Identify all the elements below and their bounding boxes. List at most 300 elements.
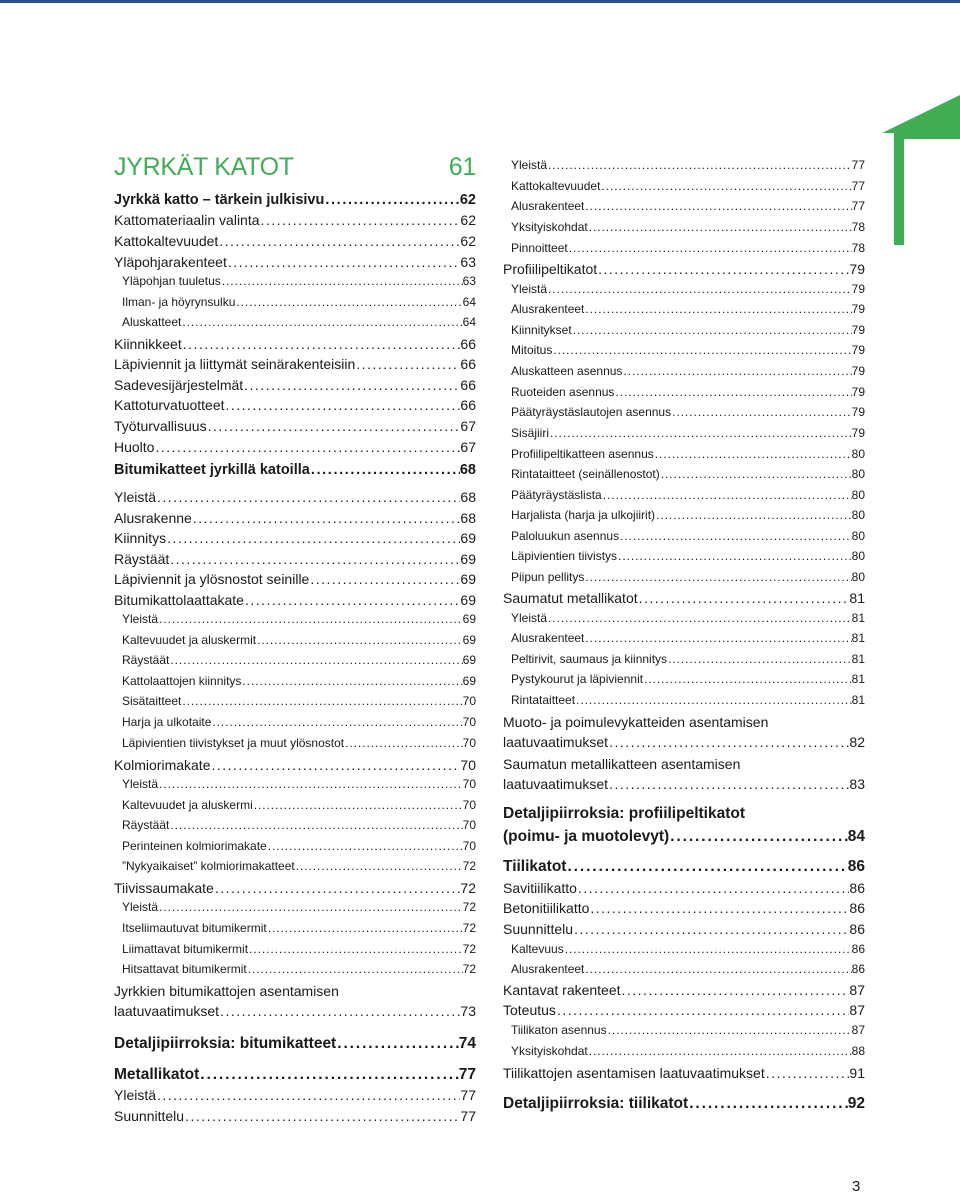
dot-leader [552,343,851,357]
dot-leader [584,302,851,316]
toc-entry-page: 70 [462,798,476,812]
toc-entry-label: Yksityiskohdat [511,220,588,234]
toc-entry [114,1035,476,1053]
dot-leader [660,467,852,481]
toc-entry-label: Toteutus [503,1002,556,1018]
green-house-roof-decoration [882,95,960,245]
toc-entry-page: 78 [851,241,865,255]
toc-entry-page: 80 [851,508,865,522]
toc-entry-page: 81 [851,652,865,666]
dot-leader [588,220,852,234]
toc-entry-label: Piipun pellitys [511,570,585,584]
toc-entry [114,1087,476,1103]
toc-entry-page: 87 [851,1023,865,1037]
toc-entry-page: 79 [851,323,865,337]
toc-entry-label: Päätyräystäslista [511,488,602,502]
toc-entry-label: Huolto [114,439,155,455]
toc-entry-label: Yleistä [122,900,159,914]
toc-entry-page: 72 [462,942,476,956]
toc-entry-page: 81 [851,693,865,707]
toc-entry-label: Yleistä [511,158,548,172]
toc-entry [114,336,476,352]
toc-entry-label: Kolmiorimakate [114,757,211,773]
toc-entry-label: Tiilikattojen asentamisen laatuvaatimukset [503,1065,765,1081]
toc-entry-page: 81 [851,611,865,625]
dot-leader [638,590,850,606]
toc-entry-label: Alusrakenne [114,510,192,526]
toc-entry-label: Kiinnitys [114,530,167,546]
toc-entry-page: 63 [462,274,476,288]
dot-leader [614,385,851,399]
toc-entry-label: Alusrakenteet [511,199,585,213]
toc-entry-page: 62 [459,192,476,208]
toc-entry-page: 80 [851,488,865,502]
toc-entry [114,439,476,455]
toc-entry-label: Ilman- ja höyrynsulku [122,295,236,309]
toc-entry-page: 64 [462,315,476,329]
toc-entry-page: 80 [851,570,865,584]
dot-leader [324,192,460,208]
toc-entry-page: 77 [460,1108,476,1124]
toc-entry-label: Yläpohjarakenteet [114,254,227,270]
toc-entry-page: 91 [849,1065,865,1081]
toc-entry-page: 82 [849,734,865,750]
toc-entry-page: 77 [458,1066,476,1083]
toc-entry-label: Detaljipiirroksia: bitumikatteet [114,1035,337,1052]
dot-leader [181,694,462,708]
dot-leader [619,529,852,543]
dot-leader [241,674,462,688]
toc-entry [114,510,476,526]
toc-entry-page: 83 [849,776,865,792]
dot-leader [671,405,852,419]
toc-entry-page: 79 [851,343,865,357]
toc-entry-label: Päätyräystäslautojen asennus [511,405,672,419]
dot-leader [267,921,463,935]
toc-entry-page: 66 [460,377,476,393]
toc-entry [503,1095,865,1113]
toc-entry [503,900,865,916]
toc-entry [503,508,865,522]
toc-entry [503,302,865,316]
dot-leader [355,356,460,372]
toc-entry-label: Detaljipiirroksia: tiilikatot [503,1095,689,1112]
toc-entry-label: Mitoitus [511,343,553,357]
dot-leader [227,254,461,270]
toc-entry [503,385,865,399]
toc-entry [114,983,476,1019]
toc-entry-label: Kattolaattojen kiinnitys [122,674,242,688]
toc-entry [114,859,476,873]
toc-entry-label: Räystäät [122,653,170,667]
toc-entry-label: Sisäjiiri [511,426,550,440]
dot-leader [584,199,851,213]
toc-entry-label: Yksityiskohdat [511,1044,588,1058]
toc-entry-label: Pystykourut ja läpiviennit [511,672,644,686]
toc-entry [503,921,865,937]
toc-entry [503,756,865,792]
toc-entry-page: 77 [851,199,865,213]
dot-leader [211,715,462,729]
toc-entry [114,551,476,567]
toc-entry-label: Savitiilikatto [503,880,577,896]
toc-entry [503,714,865,750]
toc-entry-page: 62 [460,233,476,249]
toc-entry [503,199,865,213]
toc-entry-page: 74 [458,1035,476,1052]
dot-leader [244,592,460,608]
toc-entry-page: 79 [851,364,865,378]
toc-entry [114,1108,476,1124]
dot-leader [158,612,463,626]
toc-entry [503,529,865,543]
toc-entry [114,462,476,478]
dot-leader [309,571,460,587]
toc-entry [503,590,865,606]
toc-entry-label: Tiilikaton asennus [511,1023,607,1037]
toc-entry-label: Läpivientien tiivistys [511,549,618,563]
toc-entry-label: Läpiviennit ja ylösnostot seinille [114,571,310,587]
toc-entry-page: 88 [851,1044,865,1058]
dot-leader [568,241,852,255]
toc-entry [114,818,476,832]
dot-leader [572,323,852,337]
toc-entry [114,489,476,505]
toc-entry [114,736,476,750]
toc-entry [114,377,476,393]
toc-entry-label: Yleistä [114,1087,157,1103]
toc-entry-label: Kaltevuus [511,942,564,956]
toc-entry-label: Liimattavat bitumikermit [122,942,249,956]
dot-leader [225,397,461,413]
dot-leader [207,418,461,434]
toc-entry [503,549,865,563]
toc-entry [503,282,865,296]
toc-entry-label: Rintataitteet (seinällenostot) [511,467,660,481]
toc-entry [114,530,476,546]
toc-entry-page: 69 [460,571,476,587]
toc-entry-page: 81 [851,672,865,686]
toc-entry-page: 72 [462,859,476,873]
toc-entry-label: ”Nykyaikaiset” kolmiorimakatteet [122,859,295,873]
dot-leader [566,858,847,876]
toc-entry-page: 70 [462,715,476,729]
toc-entry-label: Tiilikatot [503,858,567,875]
toc-entry-page: 86 [849,880,865,896]
toc-entry [503,1044,865,1058]
toc-entry-label: Alusrakenteet [511,962,585,976]
toc-entry-label: Suunnittelu [114,1108,185,1124]
toc-entry [503,631,865,645]
toc-entry-label: Hitsattavat bitumikermit [122,962,247,976]
dot-leader [573,921,849,937]
dot-leader [589,900,849,916]
toc-entry-label: Jyrkkä katto – tärkein julkisivu [114,192,325,208]
dot-leader [547,282,852,296]
toc-entry-label: Saumatut metallikatot [503,590,638,606]
dot-leader [336,1035,459,1053]
toc-entry-label: Perinteinen kolmiorimakate [122,839,267,853]
toc-entry-label: Räystäät [114,551,170,567]
dot-leader [221,274,463,288]
toc-entry-page: 72 [460,880,476,896]
dot-leader [248,942,463,956]
toc-entry-page: 66 [460,356,476,372]
toc-entry-label: Paloluukun asennus [511,529,620,543]
toc-entry-label: Räystäät [122,818,170,832]
dot-leader [584,631,851,645]
toc-entry-label: Aluskatteet [122,315,182,329]
toc-entry-page: 68 [459,462,476,478]
toc-entry-label: Yleistä [511,282,548,296]
toc-entry-page: 81 [851,631,865,645]
toc-entry-page: 73 [460,1003,476,1019]
dot-leader [564,942,852,956]
dot-leader [260,212,461,228]
toc-entry [114,315,476,329]
toc-entry-page: 69 [462,653,476,667]
toc-entry-label: Profiilipeltikatteen asennus [511,447,654,461]
toc-entry-label: Pinnoitteet [511,241,568,255]
toc-entry-page: 72 [462,962,476,976]
dot-leader [310,462,460,478]
dot-leader [549,426,852,440]
toc-entry-label: Kattokaltevuudet [511,179,601,193]
toc-entry-page: 69 [462,674,476,688]
toc-entry-page: 69 [460,551,476,567]
dot-leader [643,672,852,686]
dot-leader [182,336,461,352]
toc-entry-label: Yläpohjan tuuletus [122,274,221,288]
toc-entry-label: Ruoteiden asennus [511,385,615,399]
toc-entry-label: Kaltevuudet ja aluskermi [122,798,253,812]
toc-entry-label: Alusrakenteet [511,631,585,645]
toc-entry [114,1066,476,1084]
toc-entry [114,777,476,791]
dot-leader [597,261,849,277]
toc-entry-label: Itseliimautuvat bitumikermit [122,921,267,935]
dot-leader [688,1095,848,1113]
toc-entry-page: 79 [849,261,865,277]
toc-entry-label: Kattokaltevuudet [114,233,219,249]
dot-leader [214,880,461,896]
toc-entry-label: Kaltevuudet ja aluskermit [122,633,257,647]
dot-leader [621,982,850,998]
toc-entry-page: 69 [462,633,476,647]
toc-entry-label: Rintataitteet [511,693,576,707]
toc-entry-label: Suunnittelu [503,921,574,937]
toc-entry [503,942,865,956]
toc-entry-page: 79 [851,405,865,419]
toc-entry [114,839,476,853]
toc-entry-page: 77 [851,179,865,193]
dot-leader [166,530,460,546]
toc-entry-page: 87 [849,982,865,998]
toc-entry [114,295,476,309]
toc-entry [503,672,865,686]
toc-entry [114,798,476,812]
toc-entry-page: 67 [460,418,476,434]
dot-leader [617,549,852,563]
toc-entry-page: 66 [460,336,476,352]
toc-entry [114,900,476,914]
toc-entry-page: 86 [851,962,865,976]
toc-entry-page: 84 [847,828,865,845]
dot-leader [253,798,463,812]
toc-entry [114,274,476,288]
toc-entry [503,405,865,419]
dot-leader [575,693,852,707]
dot-leader [210,757,460,773]
toc-entry-page: 92 [847,1095,865,1112]
toc-entry [503,426,865,440]
dot-leader [584,962,851,976]
toc-entry-label: Alusrakenteet [511,302,585,316]
toc-entry-label: Läpivientien tiivistykset ja muut ylösnostot [122,736,345,750]
toc-entry-page: 77 [460,1087,476,1103]
toc-entry [114,674,476,688]
toc-entry [503,364,865,378]
dot-leader [154,439,460,455]
toc-entry-label: Kiinnikkeet [114,336,182,352]
toc-entry-label: Yleistä [122,777,159,791]
toc-entry-page: 69 [460,530,476,546]
toc-entry [503,693,865,707]
toc-entry [114,397,476,413]
toc-entry [503,1023,865,1037]
toc-entry [114,612,476,626]
toc-entry [114,633,476,647]
dot-leader [584,570,851,584]
toc-entry-label: Yleistä [114,489,157,505]
top-border-line [0,0,960,3]
toc-entry [114,192,476,208]
section-header [114,153,476,182]
toc-entry [114,418,476,434]
toc-entry-page: 80 [851,467,865,481]
toc-entry [503,220,865,234]
dot-leader [608,734,849,750]
dot-leader [247,962,463,976]
toc-entry [503,343,865,357]
toc-entry-page: 80 [851,529,865,543]
toc-entry-page: 68 [460,510,476,526]
toc-entry-page: 80 [851,447,865,461]
toc-entry-page: 70 [460,757,476,773]
dot-leader [577,880,850,896]
toc-entry-page: 86 [851,942,865,956]
toc-entry-page: 72 [462,921,476,935]
dot-leader [158,900,463,914]
toc-entry [503,467,865,481]
dot-leader [654,447,852,461]
dot-leader [622,364,851,378]
dot-leader [219,1003,460,1019]
toc-entry-label-continued: laatuvaatimukset [503,734,609,750]
toc-entry-page: 79 [851,302,865,316]
dot-leader [667,652,852,666]
toc-entry-page: 86 [849,921,865,937]
toc-entry-label: Detaljipiirroksia: profiilipeltikatot [503,805,746,822]
dot-leader [169,551,460,567]
toc-entry [503,570,865,584]
toc-entry [114,571,476,587]
dot-leader [158,777,463,791]
toc-entry [503,241,865,255]
toc-entry [503,447,865,461]
toc-entry-label: Peltirivit, saumaus ja kiinnitys [511,652,668,666]
toc-entry-page: 69 [462,612,476,626]
dot-leader [655,508,852,522]
toc-entry [503,1002,865,1018]
dot-leader [600,179,851,193]
toc-entry-page: 70 [462,839,476,853]
toc-entry [114,592,476,608]
toc-entry-page: 66 [460,397,476,413]
toc-entry [503,982,865,998]
dot-leader [169,653,462,667]
dot-leader [256,633,463,647]
toc-entry-label: Kattoturvatuotteet [114,397,225,413]
toc-entry [503,158,865,172]
dot-leader [607,1023,852,1037]
toc-entry [114,694,476,708]
toc-entry-page: 79 [851,282,865,296]
section-title: JYRKÄT KATOT [114,153,294,181]
toc-entry [503,805,865,846]
dot-leader [169,818,462,832]
toc-entry [114,212,476,228]
toc-entry-label: Yleistä [122,612,159,626]
dot-leader [608,776,849,792]
toc-entry-label: Työturvallisuus [114,418,207,434]
toc-entry-label: Muoto- ja poimulevykatteiden asentamisen [503,714,769,730]
toc-entry-label: Sadevesijärjestelmät [114,377,244,393]
dot-leader [344,736,463,750]
toc-entry [114,921,476,935]
toc-entry-label: Harjalista (harja ja ulkojiirit) [511,508,656,522]
toc-entry-page: 86 [849,900,865,916]
toc-entry-label-continued: laatuvaatimukset [114,1003,220,1019]
toc-entry [503,880,865,896]
toc-entry-label-continued: laatuvaatimukset [503,776,609,792]
toc-entry-label: Yleistä [511,611,548,625]
dot-leader [156,1087,460,1103]
toc-entry-page: 81 [849,590,865,606]
toc-entry-page: 87 [849,1002,865,1018]
toc-entry [114,880,476,896]
toc-entry-page: 79 [851,385,865,399]
toc-entry-label-continued: (poimu- ja muotolevyt) [503,828,670,845]
toc-entry [503,858,865,876]
toc-entry-label: Jyrkkien bitumikattojen asentamisen [114,983,339,999]
toc-entry [114,233,476,249]
dot-leader [588,1044,852,1058]
dot-leader [556,1002,849,1018]
toc-entry-label: Bitumikatteet jyrkillä katoilla [114,462,310,478]
toc-entry-label: Profiilipeltikatot [503,261,598,277]
toc-entry-page: 79 [851,426,865,440]
toc-entry-label: Bitumikattolaattakate [114,592,244,608]
toc-entry-label: Harja ja ulkotaite [122,715,212,729]
dot-leader [192,510,461,526]
toc-entry-page: 62 [460,212,476,228]
dot-leader [156,489,460,505]
dot-leader [547,158,852,172]
toc-entry [503,611,865,625]
toc-entry [114,356,476,372]
toc-entry-page: 78 [851,220,865,234]
